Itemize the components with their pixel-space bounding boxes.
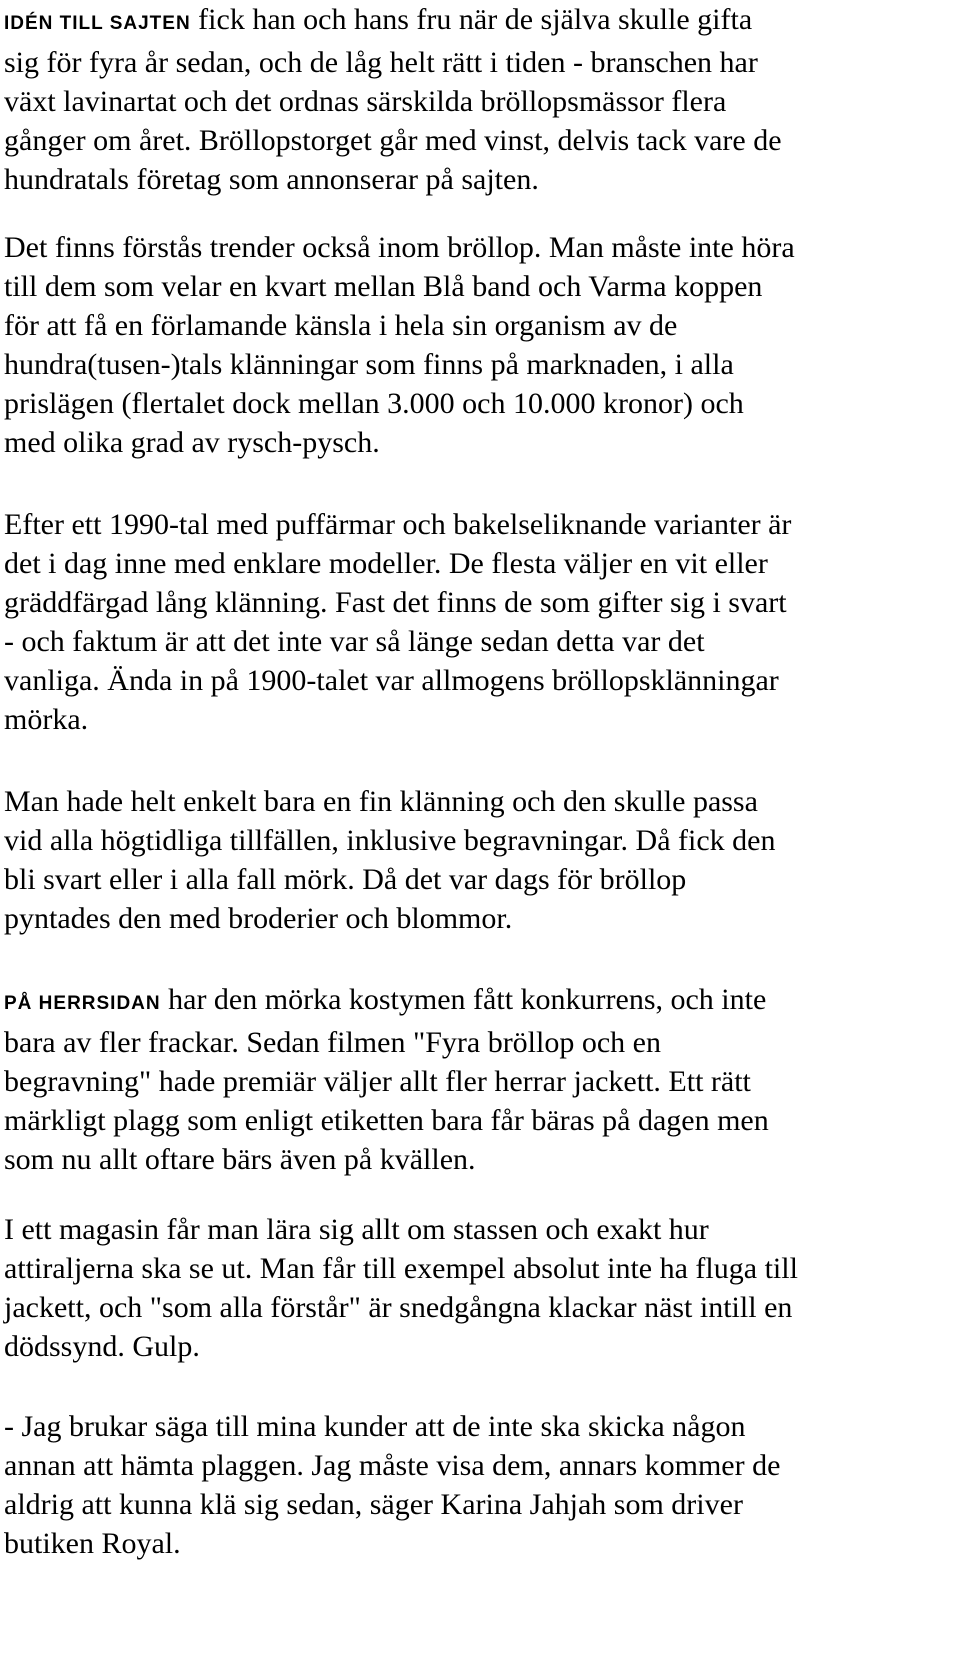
paragraph-text: I ett magasin får man lära sig allt om stassen och exakt hur attiraljerna ska se ut. Man får till exempel absolut inte ha fluga till jackett, och "som alla förstår" är snedgångna klackar näst intill en dödssynd. Gulp. [4, 1213, 798, 1363]
paragraph-6 [4, 1210, 798, 1366]
paragraph-4 [4, 782, 775, 938]
paragraph-2 [4, 228, 795, 462]
paragraph-7 [4, 1407, 780, 1563]
paragraph-text: Det finns förstås trender också inom bröllop. Man måste inte höra till dem som velar en kvart mellan Blå band och Varma koppen för att få en förlamande känsla i hela sin organism av de hundra(tusen-)tals klänningar som finns på marknaden, i alla prislägen (flertalet dock mellan 3.000 och 10.000 kronor) och med olika grad av rysch-pysch. [4, 231, 795, 459]
paragraph-text: har den mörka kostymen fått konkurrens, och inte bara av fler frackar. Sedan filmen "Fyra bröllop och en begravning" hade premiär väljer allt fler herrar jackett. Ett rätt märkligt plagg som enligt etiketten bara får bäras på dagen men som nu allt oftare bärs även på kvällen. [4, 983, 769, 1176]
paragraph-text: fick han och hans fru när de själva skulle gifta sig för fyra år sedan, och de låg helt rätt i tiden - branschen har växt lavinartat och det ordnas särskilda bröllopsmässor flera gånger om året. Bröllopstorget går med vinst, delvis tack vare de hundratals företag som annonserar på sajten. [4, 3, 782, 196]
lead-in-caps: IDÉN TILL SAJTEN [4, 13, 191, 34]
paragraph-text: Efter ett 1990-tal med puffärmar och bakelseliknande varianter är det i dag inne med enklare modeller. De flesta väljer en vit eller gräddfärgad lång klänning. Fast det finns de som gifter sig i svart - och faktum är att det inte var så länge sedan detta var det vanliga. Ända in på 1900-talet var allmogens bröllopsklänningar mörka. [4, 508, 792, 736]
paragraph-text: - Jag brukar säga till mina kunder att de inte ska skicka någon annan att hämta plaggen. Jag måste visa dem, annars kommer de aldrig att kunna klä sig sedan, säger Karina Jahjah som driver butiken Royal. [4, 1410, 781, 1560]
paragraph-1 [4, 0, 782, 199]
lead-in-caps: PÅ HERRSIDAN [4, 993, 161, 1014]
paragraph-5 [4, 980, 769, 1179]
paragraph-3 [4, 505, 791, 739]
paragraph-text: Man hade helt enkelt bara en fin klänning och den skulle passa vid alla högtidliga tillfällen, inklusive begravningar. Då fick den bli svart eller i alla fall mörk. Då det var dags för bröllop pyntades den med broderier och blommor. [4, 785, 776, 935]
